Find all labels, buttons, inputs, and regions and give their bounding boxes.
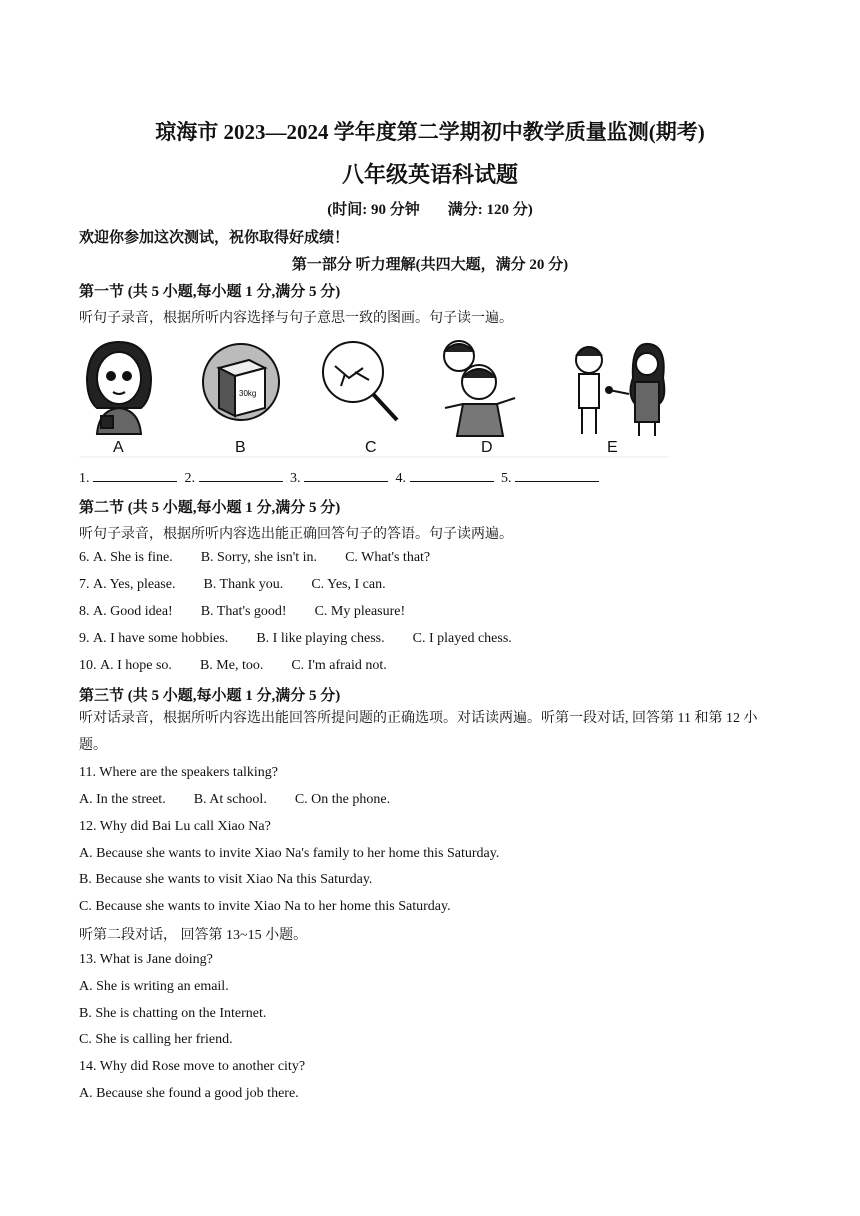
option-b[interactable]: B. Thank you. [203,577,284,592]
question-12-option-c[interactable]: C. Because she wants to invite Xiao Na to her home this Saturday. [79,899,451,914]
question-8 [79,604,405,620]
blank-label-3: 3. [290,471,301,486]
exam-score: 满分: 120 分) [447,202,533,218]
question-9 [79,631,512,647]
option-b[interactable]: B. I like playing chess. [256,631,385,646]
option-b[interactable]: B. Me, too. [199,658,264,673]
blank-label-2: 2. [184,471,195,486]
picture-label-a: A [113,439,124,456]
section2-instruction: 听句子录音，根据所听内容选出能正确回答句子的答语。句子读两遍。 [79,527,513,542]
section1-instruction: 听句子录音，根据所听内容选择与句子意思一致的图画。句子读一遍。 [79,311,513,326]
question-number: 10. [79,658,97,673]
picture-b-box [203,344,279,420]
pictures-svg [79,338,669,458]
picture-label-c: C [365,439,377,456]
option-c[interactable]: C. My pleasure! [314,604,406,619]
question-number: 9. [79,631,90,646]
exam-subtitle: 八年级英语科试题 [341,162,518,187]
answer-blank-2[interactable] [199,470,283,482]
exam-meta [0,198,860,219]
blank-label-1: 1. [79,471,90,486]
picture-c-magnifier [323,342,397,420]
question-12-option-a[interactable]: A. Because she wants to invite Xiao Na's family to her home this Saturday. [79,846,500,861]
picture-label-b: B [235,439,246,456]
answer-blank-4[interactable] [410,470,494,482]
answer-blanks [79,470,603,487]
question-13-option-c[interactable]: C. She is calling her friend. [79,1032,233,1047]
section3-instruction: 听对话录音，根据所听内容选出能回答所提问题的正确选项。对话读两遍。听第一段对话, 回答第 11 和第 12 小题。 [79,711,758,753]
answer-blank-1[interactable] [93,470,177,482]
question-number: 6. [79,550,90,565]
answer-blank-5[interactable] [515,470,599,482]
option-c[interactable]: C. I played chess. [412,631,512,646]
section3-title: 第三节 (共 5 小题,每小题 1 分,满分 5 分) [79,688,341,704]
picture-a-woman [87,342,151,434]
picture-e-girls [576,344,664,436]
section1-title: 第一节 (共 5 小题,每小题 1 分,满分 5 分) [79,284,341,300]
option-b[interactable]: B. Sorry, she isn't in. [200,550,318,565]
option-a[interactable]: A. I have some hobbies. [93,631,229,646]
picture-d-boys [444,341,515,436]
box-weight-label: 30kg [239,389,257,398]
question-13-option-a[interactable]: A. She is writing an email. [79,979,229,994]
answer-blank-3[interactable] [304,470,388,482]
question-14: 14. Why did Rose move to another city? [79,1059,306,1074]
blank-label-5: 5. [501,471,512,486]
question-13: 13. What is Jane doing? [79,952,213,967]
question-13-option-b[interactable]: B. She is chatting on the Internet. [79,1006,267,1021]
question-number: 7. [79,577,90,592]
option-a[interactable]: A. Good idea! [93,604,173,619]
option-c[interactable]: C. What's that? [345,550,431,565]
exam-time: (时间: 90 分钟 [327,202,420,218]
blank-label-4: 4. [395,471,406,486]
option-c[interactable]: C. Yes, I can. [311,577,386,592]
question-12: 12. Why did Bai Lu call Xiao Na? [79,819,271,834]
part1-title: 第一部分 听力理解(共四大题，满分 20 分) [291,257,569,273]
question-14-option-a[interactable]: A. Because she found a good job there. [79,1086,299,1101]
picture-row [79,338,669,458]
question-number: 8. [79,604,90,619]
dialog2-note: 听第二段对话， 回答第 13~15 小题。 [79,928,308,943]
question-7 [79,577,386,593]
option-b[interactable]: B. At school. [193,792,267,807]
section2-title: 第二节 (共 5 小题,每小题 1 分,满分 5 分) [79,500,341,516]
question-10 [79,658,387,674]
picture-label-e: E [607,439,618,456]
question-11: 11. Where are the speakers talking? [79,765,279,780]
question-11-options [79,792,390,808]
option-c[interactable]: C. On the phone. [294,792,391,807]
picture-label-d: D [481,439,493,456]
option-a[interactable]: A. In the street. [79,792,166,807]
question-12-option-b[interactable]: B. Because she wants to visit Xiao Na this Saturday. [79,872,373,887]
option-c[interactable]: C. I'm afraid not. [291,658,387,673]
option-a[interactable]: A. She is fine. [93,550,173,565]
question-6 [79,550,430,566]
exam-title: 琼海市 2023—2024 学年度第二学期初中教学质量监测(期考) [155,120,705,144]
option-b[interactable]: B. That's good! [200,604,287,619]
option-a[interactable]: A. I hope so. [100,658,172,673]
option-a[interactable]: A. Yes, please. [93,577,176,592]
greeting: 欢迎你参加这次测试，祝你取得好成绩！ [79,230,350,246]
